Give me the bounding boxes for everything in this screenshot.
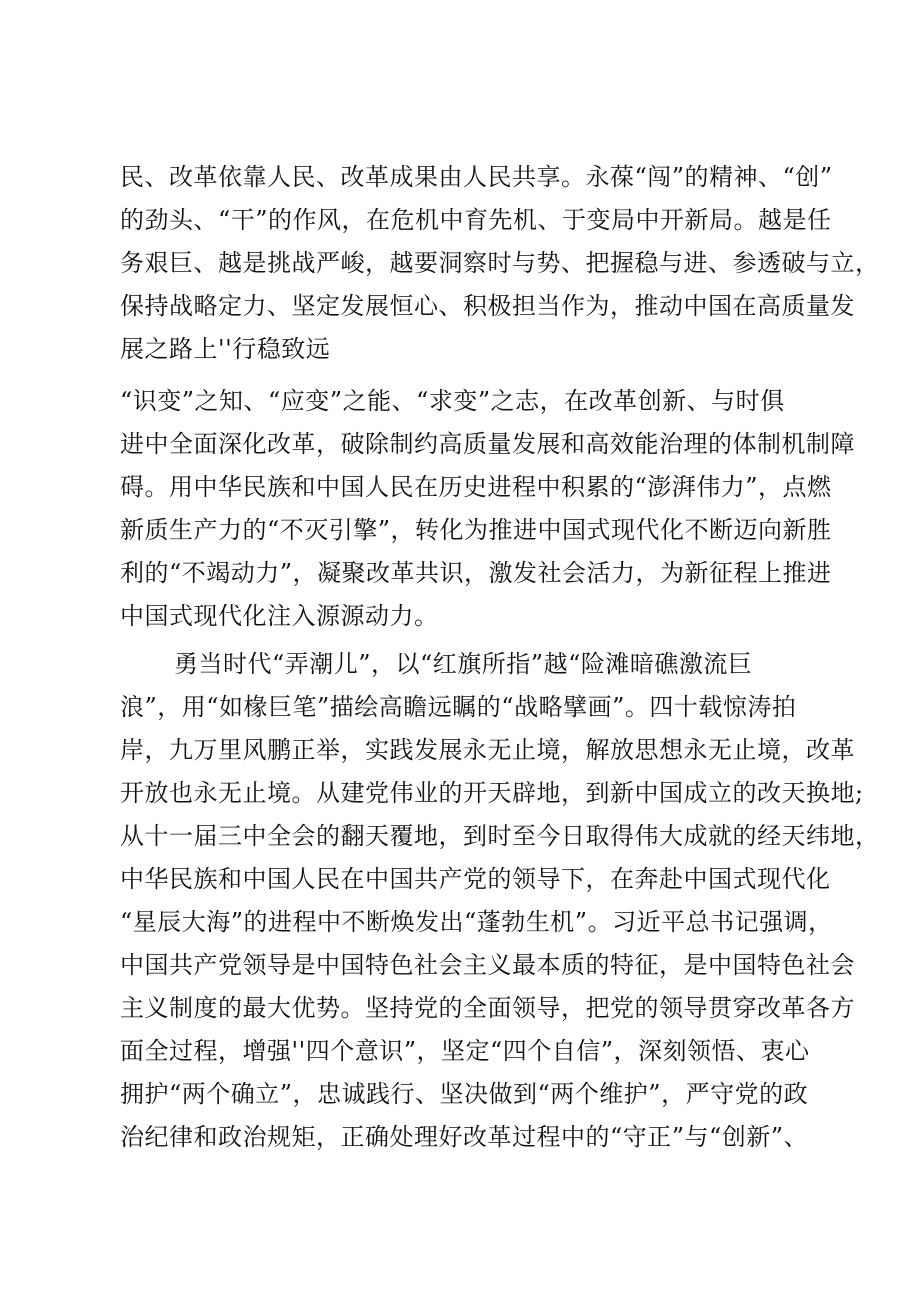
text-line: 岸，九万里风鹏正举，实践发展永无止境，解放思想永无止境，改革 [120, 736, 855, 764]
text-line: 开放也永无止境。从建党伟业的开天辟地，到新中国成立的改天换地; [120, 779, 864, 807]
text-line: “星辰大海”的进程中不断焕发出“蓬勃生机”。习近平总书记强调， [120, 908, 833, 936]
text-line: 治纪律和政治规矩，正确处理好改革过程中的“守正”与“创新”、 [120, 1123, 809, 1151]
text-line: 新质生产力的“不灭引擎”，转化为推进中国式现代化不断迈向新胜 [120, 516, 832, 544]
text-line: 中华民族和中国人民在中国共产党的领导下，在奔赴中国式现代化 [120, 865, 831, 893]
text-line: 面全过程，增强''四个意识”，坚定“四个自信”，深刻领悟、衷心 [120, 1037, 810, 1065]
text-line: 展之路上''行稳致远 [120, 335, 331, 363]
text-line: 拥护“两个确立”，忠诚践行、坚决做到“两个维护”，严守党的政 [120, 1080, 809, 1108]
text-line: 勇当时代“弄潮儿”，以“红旗所指”越“险滩暗礁激流巨 [174, 650, 753, 678]
text-line: 碍。用中华民族和中国人民在历史进程中积累的“澎湃伟力”，点燃 [120, 473, 832, 501]
text-line: 主义制度的最大优势。坚持党的全面领导，把党的领导贯穿改革各方 [120, 994, 855, 1022]
text-line: 中国式现代化注入源源动力。 [120, 602, 439, 630]
paragraph-3 [120, 643, 880, 1159]
text-line: 从十一届三中全会的翻天覆地，到时至今日取得伟大成就的经天纬地， [120, 822, 880, 850]
paragraph-1 [120, 156, 880, 371]
text-line: 保持战略定力、坚定发展恒心、积极担当作为，推动中国在高质量发 [120, 292, 855, 320]
text-line: 进中全面深化改革，破除制约高质量发展和高效能治理的体制机制障 [120, 430, 855, 458]
text-line: “识变”之知、“应变”之能、“求变”之志，在改革创新、与时俱 [120, 387, 785, 415]
paragraph-2 [120, 380, 855, 638]
text-line: 民、改革依靠人民、改革成果由人民共享。永葆“闯”的精神、“创” [120, 163, 833, 191]
text-line: 中国共产党领导是中国特色社会主义最本质的特征，是中国特色社会 [120, 951, 855, 979]
text-line: 务艰巨、越是挑战严峻，越要洞察时与势、把握稳与进、参透破与立， [120, 249, 880, 277]
text-line: 利的“不竭动力”，凝聚改革共识，激发社会活力，为新征程上推进 [120, 559, 832, 587]
text-line: 的劲头、“干”的作风，在危机中育先机、于变局中开新局。越是任 [120, 206, 832, 234]
text-line: 浪”，用“如椽巨笔”描绘高瞻远瞩的“战略擘画”。四十载惊涛拍 [120, 693, 797, 721]
